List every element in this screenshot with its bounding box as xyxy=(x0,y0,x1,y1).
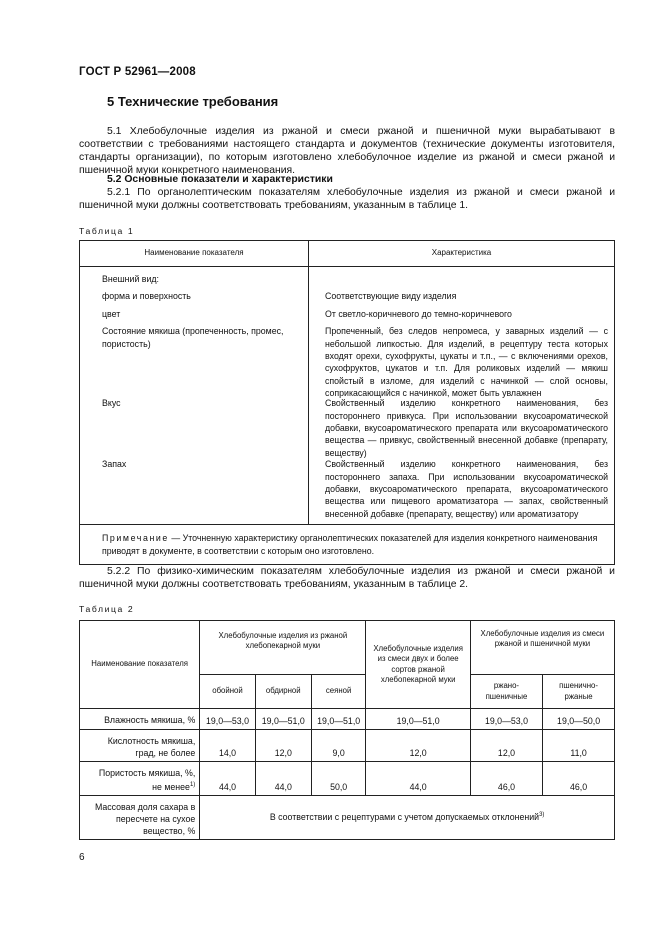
table-cell: 44,0 xyxy=(200,762,255,796)
row-porosity-label: Пористость мякиша, %, не менее$^{1)}$ xyxy=(80,762,200,796)
table-cell: 14,0 xyxy=(200,730,255,762)
table-cell: 11,0 xyxy=(543,730,615,762)
table-cell: 19,0—53,0 xyxy=(470,709,542,730)
table-2-row xyxy=(80,730,615,762)
color-value: От светло-коричневого до темно-коричневого xyxy=(325,308,512,319)
paragraph-5-1-text: 5.1 Хлебобулочные изделия из ржаной и смеси ржаной и пшеничной муки вырабатывают в соответствии с требованиями настоящего стандарта и документов (технические документы изготовителя, стандарты организации), по которым изготовлено хлебобулочное изделие из ржаной и смеси ржаной и пшеничной муки конкретного наименования. xyxy=(79,126,615,176)
table-2-sub-oboinoy: обойной xyxy=(200,675,255,709)
row-sugar-label: Массовая доля сахара в пересчете на сухое вещество, % xyxy=(80,795,200,839)
form-label: форма и поверхность xyxy=(102,291,191,302)
table-cell: 46,0 xyxy=(470,762,542,796)
table-2-sub-wheat-rye: пшенично-ржаные xyxy=(543,675,615,709)
table-1-labels-cell xyxy=(80,267,309,525)
table-2-sub-seyanoy: сеяной xyxy=(311,675,366,709)
table-2-sub-obdirnoy: обдирной xyxy=(255,675,311,709)
crumb-label: Состояние мякиша (пропеченность, промес, пористость) xyxy=(102,326,284,349)
table-1-caption: Таблица 1 xyxy=(79,226,135,236)
paragraph-5-2 xyxy=(79,173,615,186)
table-1-note xyxy=(80,525,615,565)
table-cell: 44,0 xyxy=(366,762,470,796)
table-2-caption: Таблица 2 xyxy=(79,604,135,614)
table-cell: 19,0—50,0 xyxy=(543,709,615,730)
table-cell: 50,0 xyxy=(311,762,366,796)
table-cell: 12,0 xyxy=(255,730,311,762)
table-2-row xyxy=(80,795,615,839)
table-2 xyxy=(79,620,615,840)
table-1-values-cell xyxy=(309,267,615,525)
table-1-note-row xyxy=(80,525,615,565)
table-1-col-name: Наименование показателя xyxy=(80,241,309,267)
paragraph-5-2-2 xyxy=(79,565,615,591)
page-number: 6 xyxy=(79,852,85,863)
appearance-label: Внешний вид: xyxy=(102,274,159,284)
row-acidity-label: Кислотность мякиша, град, не более xyxy=(80,730,200,762)
paragraph-5-1 xyxy=(79,125,615,177)
section-title: 5 Технические требования xyxy=(107,94,279,109)
table-1 xyxy=(79,240,615,565)
table-cell: 19,0—51,0 xyxy=(255,709,311,730)
smell-label: Запах xyxy=(102,459,127,470)
document-header: ГОСТ Р 52961—2008 xyxy=(79,66,196,78)
table-1-header-row xyxy=(80,241,615,267)
table-cell: 12,0 xyxy=(366,730,470,762)
table-1-col-characteristic: Характеристика xyxy=(309,241,615,267)
table-cell: 19,0—51,0 xyxy=(311,709,366,730)
table-cell: 44,0 xyxy=(255,762,311,796)
table-2-row xyxy=(80,762,615,796)
table-1-body-row xyxy=(80,267,615,525)
paragraph-5-2-text: 5.2 Основные показатели и характеристики xyxy=(107,174,333,185)
table-cell: 12,0 xyxy=(470,730,542,762)
table-cell: 46,0 xyxy=(543,762,615,796)
paragraph-5-2-2-text: 5.2.2 По физико-химическим показателям хлебобулочные изделия из ржаной и смеси ржаной и пшеничной муки должны соответствовать требованиям, указанным в таблице 2. xyxy=(79,566,615,590)
row-sugar-value: В соответствии с рецептурами с учетом допускаемых отклонений$^{3)}$ xyxy=(200,795,615,839)
paragraph-5-2-1 xyxy=(79,186,615,212)
smell-value: Свойственный изделию конкретного наименования, без постороннего запаха. При использовании вкусоароматической добавки, вкусоароматического препарата, вкусоароматического вещества или пищевого ароматизатора — запах, свойственный внесенной добавке (препарату, веществу) или ароматизатору xyxy=(325,459,608,519)
table-2-col-name: Наименование показателя xyxy=(80,621,200,709)
table-2-row xyxy=(80,709,615,730)
taste-value: Свойственный изделию конкретного наименования, без постороннего привкуса. При использовании вкусоароматической добавки, вкусоароматического препарата или вкусоароматического вещества — привкус, свойственный внесенной добавке (препарату, веществу) xyxy=(325,398,608,458)
taste-label: Вкус xyxy=(102,398,121,409)
note-prefix: Примечание xyxy=(102,533,169,544)
row-moisture-label: Влажность мякиша, % xyxy=(80,709,200,730)
paragraph-5-2-1-text: 5.2.1 По органолептическим показателям хлебобулочные изделия из ржаной и смеси ржаной и пшеничной муки должны соответствовать требованиям, указанным в таблице 1. xyxy=(79,187,615,211)
form-value: Соответствующие виду изделия xyxy=(325,291,457,302)
table-2-group-rye-mix: Хлебобулочные изделия из смеси двух и более сортов ржаной хлебопекарной муки xyxy=(366,621,470,709)
table-2-sub-rye-wheat: ржано-пшеничные xyxy=(470,675,542,709)
table-cell: 19,0—53,0 xyxy=(200,709,255,730)
table-2-group-rye: Хлебобулочные изделия из ржаной хлебопекарной муки xyxy=(200,621,366,675)
table-2-group-rye-wheat: Хлебобулочные изделия из смеси ржаной и пшеничной муки xyxy=(470,621,614,675)
table-2-header-row-1 xyxy=(80,621,615,675)
note-text: — Уточненную характеристику органолептических показателей для изделия конкретного наименования приводят в документе, в соответствии с которым оно изготовлено. xyxy=(102,533,598,557)
table-cell: 9,0 xyxy=(311,730,366,762)
crumb-value: Пропеченный, без следов непромеса, у заварных изделий — с небольшой липкостью. Для изделий, в рецептуру теста которых входят орехи, сухофрукты, цукаты и т.п., — с включениями орехов, сухофруктов, цукатов и т.п. Для роликовых изделий — мякиш спойстый в изломе, для изделий с начинкой — слой основы, соприкасающийся с начинкой, может быть увлажнен xyxy=(325,326,608,399)
table-cell: 19,0—51,0 xyxy=(366,709,470,730)
color-label: цвет xyxy=(102,308,121,319)
